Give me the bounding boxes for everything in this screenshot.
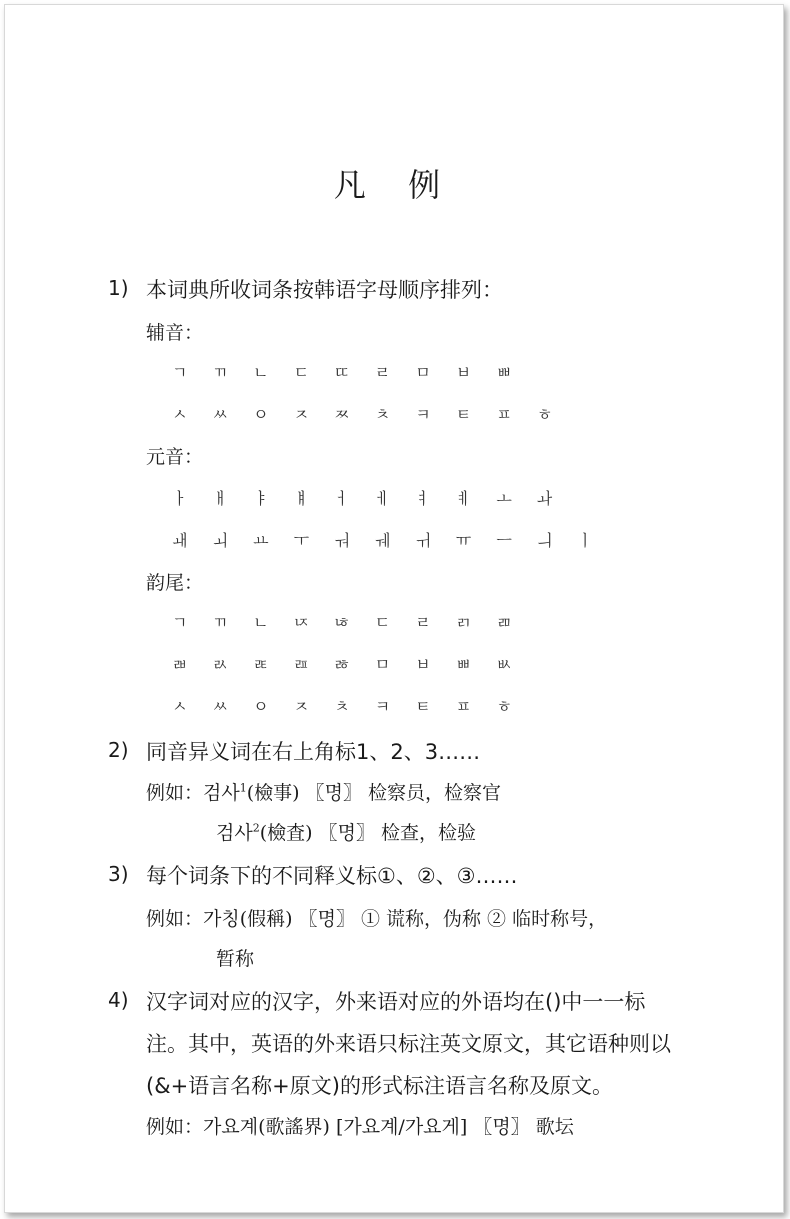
example-senses-continued: 暂称	[216, 948, 255, 970]
section-3-number: 3)	[108, 862, 129, 886]
finals-row-2: ㄼ ㄽ ㄾ ㄿ ㅀ ㅁ ㅂ ㅃ ㅄ	[172, 655, 522, 674]
consonants-row-2: ㅅ ㅆ ㅇ ㅈ ㅉ ㅊ ㅋ ㅌ ㅍ ㅎ	[172, 405, 563, 424]
section-4-number: 4)	[108, 988, 129, 1012]
section-4-line-1: 汉字词对应的汉字，外来语对应的外语均在()中一一标	[146, 990, 646, 1014]
section-3-text: 每个词条下的不同释义标①、②、③……	[146, 864, 518, 888]
vowels-row-1: ㅏ ㅐ ㅑ ㅒ ㅓ ㅔ ㅕ ㅖ ㅗ ㅘ	[172, 489, 563, 508]
vowels-row-2: ㅙ ㅚ ㅛ ㅜ ㅝ ㅞ ㅟ ㅠ ㅡ ㅢ ㅣ	[172, 531, 603, 550]
headword: 검사	[203, 782, 240, 804]
section-1-text: 本词典所收词条按韩语字母顺序排列：	[146, 278, 503, 302]
headword: 검사	[216, 822, 253, 844]
homonym-superscript: 2	[252, 821, 260, 835]
section-2-number: 2)	[108, 738, 129, 762]
page-title: 凡 例	[333, 166, 457, 204]
example-homonym-1	[146, 778, 501, 805]
section-1-number: 1)	[108, 276, 129, 300]
finals-row-1: ㄱ ㄲ ㄴ ㄵ ㄶ ㄷ ㄹ ㄺ ㄻ	[172, 613, 522, 632]
section-2-text: 同音异义词在右上角标1、2、3……	[146, 740, 481, 764]
example-label: 例如：	[146, 908, 204, 930]
homonym-superscript: 1	[239, 781, 247, 795]
entry-definition: 가요계(歌謠界) [가요계/가요게] 〖명〗 歌坛	[203, 1116, 574, 1138]
example-homonym-2	[216, 818, 476, 845]
entry-definition: (檢査) 〖명〗 检查，检验	[259, 822, 476, 844]
section-4-line-2: 注。其中，英语的外来语只标注英文原文，其它语种则以	[146, 1032, 671, 1056]
finals-row-3: ㅅ ㅆ ㅇ ㅈ ㅊ ㅋ ㅌ ㅍ ㅎ	[172, 697, 522, 716]
example-label: 例如：	[146, 1116, 204, 1138]
example-label: 例如：	[146, 782, 204, 804]
example-loanword	[146, 1112, 574, 1139]
entry-definition: (檢事) 〖명〗 检察员，检察官	[246, 782, 501, 804]
consonants-label: 辅音：	[146, 322, 204, 344]
consonants-row-1: ㄱ ㄲ ㄴ ㄷ ㄸ ㄹ ㅁ ㅂ ㅃ	[172, 363, 522, 382]
example-senses	[146, 904, 607, 931]
entry-definition: 가칭(假稱) 〖명〗 ① 谎称，伪称 ② 临时称号，	[203, 908, 608, 930]
section-4-line-3: (&+语言名称+原文)的形式标注语言名称及原文。	[146, 1074, 613, 1098]
vowels-label: 元音：	[146, 446, 204, 468]
finals-label: 韵尾：	[146, 572, 204, 594]
